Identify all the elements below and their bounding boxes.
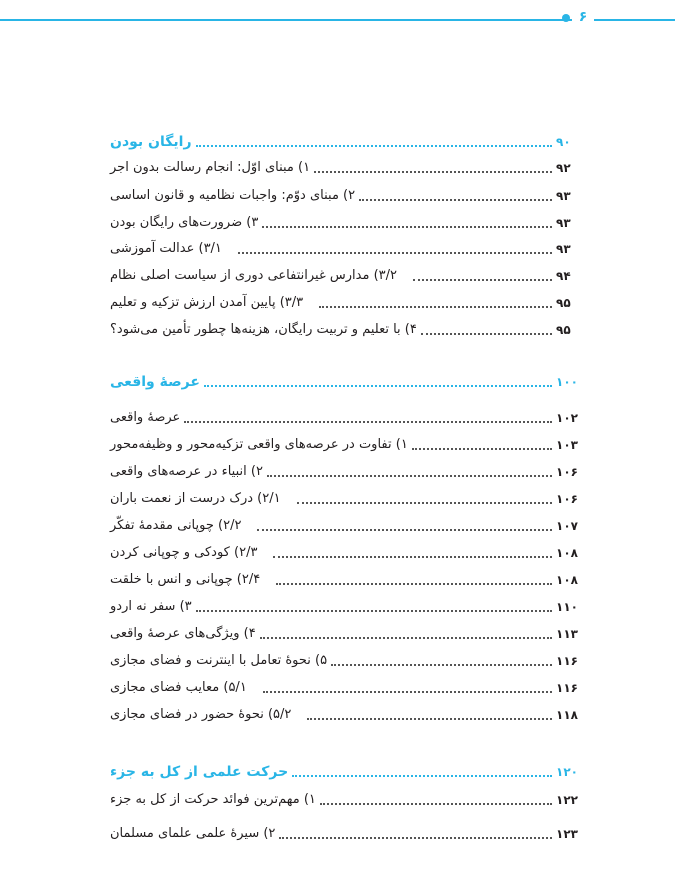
entry-page: ۱۱۶ (556, 681, 578, 695)
leader-dots (319, 306, 552, 308)
entry-title: ۲) سیرهٔ علمی علمای مسلمان (110, 826, 276, 841)
leader-dots (314, 171, 552, 173)
toc-entry[interactable] (110, 595, 580, 617)
entry-title: ۵/۱) معایب فضای مجازی (110, 680, 247, 695)
entry-page: ۱۱۳ (556, 627, 578, 641)
toc-entry[interactable] (110, 822, 580, 844)
toc-entry[interactable] (110, 211, 580, 233)
entry-page: ۱۰۶ (556, 465, 578, 479)
toc-entry[interactable] (110, 649, 580, 671)
entry-title: ۲/۲) چوپانی مقدمهٔ تفکّر (110, 518, 242, 533)
heading-page: ۹۰ (556, 135, 571, 149)
leader-dots (196, 610, 552, 612)
heading-title: حرکت علمی از کل به جزء (110, 764, 289, 780)
entry-title: ۳) ضرورت‌های رایگان بودن (110, 215, 259, 230)
entry-page: ۱۰۸ (556, 573, 578, 587)
entry-page: ۱۰۸ (556, 546, 578, 560)
entry-title: ۱) تفاوت در عرصه‌های واقعی تزکیه‌محور و وظیفه‌محور (110, 437, 408, 452)
leader-dots (196, 145, 552, 147)
leader-dots (413, 279, 552, 281)
toc-heading[interactable] (110, 370, 580, 392)
page-number-dot (562, 14, 570, 22)
toc-heading[interactable] (110, 130, 580, 152)
entry-page: ۱۰۳ (556, 438, 578, 452)
page-number: ۶ (572, 7, 594, 27)
entry-title: ۵) نحوهٔ تعامل با اینترنت و فضای مجازی (110, 653, 328, 668)
leader-dots (276, 583, 552, 585)
entry-title: ۳) سفر نه اردو (110, 599, 192, 614)
toc-entry[interactable] (110, 514, 580, 536)
leader-dots (421, 333, 552, 335)
toc-heading[interactable] (110, 760, 580, 782)
entry-page: ۹۴ (556, 269, 571, 283)
heading-title: عرصهٔ واقعی (110, 374, 200, 390)
entry-page: ۱۰۷ (556, 519, 578, 533)
toc-entry[interactable] (110, 703, 580, 725)
heading-page: ۱۰۰ (556, 375, 578, 389)
entry-page: ۹۳ (556, 189, 571, 203)
leader-dots (238, 252, 552, 254)
leader-dots (331, 664, 552, 666)
entry-page: ۹۳ (556, 216, 571, 230)
entry-page: ۹۲ (556, 161, 571, 175)
toc-entry[interactable] (110, 460, 580, 482)
leader-dots (320, 803, 552, 805)
entry-title: ۳/۱) عدالت آموزشی (110, 241, 222, 256)
leader-dots (279, 837, 552, 839)
entry-title: ۱) مهم‌ترین فوائد حرکت از کل به جزء (110, 792, 316, 807)
leader-dots (307, 718, 552, 720)
entry-page: ۱۰۶ (556, 492, 578, 506)
heading-page: ۱۲۰ (556, 765, 578, 779)
leader-dots (297, 502, 552, 504)
entry-page: ۱۲۲ (556, 793, 578, 807)
toc-entry[interactable] (110, 184, 580, 206)
entry-page: ۹۵ (556, 296, 571, 310)
entry-title: ۲/۴) چوپانی و انس با خلقت (110, 572, 261, 587)
entry-page: ۱۱۶ (556, 654, 578, 668)
toc-entry[interactable] (110, 156, 580, 178)
leader-dots (267, 475, 552, 477)
toc-entry[interactable] (110, 568, 580, 590)
entry-title: ۵/۲) نحوهٔ حضور در فضای مجازی (110, 707, 292, 722)
toc-entry[interactable] (110, 237, 580, 259)
toc-entry[interactable] (110, 487, 580, 509)
entry-page: ۱۰۲ (556, 411, 578, 425)
toc-entry[interactable] (110, 318, 580, 340)
entry-page: ۹۵ (556, 323, 571, 337)
leader-dots (184, 421, 552, 423)
entry-title: ۲/۱) درک درست از نعمت باران (110, 491, 281, 506)
toc-entry[interactable] (110, 541, 580, 563)
leader-dots (257, 529, 552, 531)
leader-dots (412, 448, 552, 450)
toc-entry[interactable] (110, 788, 580, 810)
entry-page: ۱۱۰ (556, 600, 578, 614)
leader-dots (263, 691, 552, 693)
entry-title: ۲/۳) کودکی و چوپانی کردن (110, 545, 258, 560)
toc-entry[interactable] (110, 291, 580, 313)
leader-dots (204, 385, 552, 387)
entry-page: ۱۱۸ (556, 708, 578, 722)
entry-title: ۴) ویژگی‌های عرصهٔ واقعی (110, 626, 256, 641)
entry-title: ۲) انبیاء در عرصه‌های واقعی (110, 464, 263, 479)
toc-entry[interactable] (110, 622, 580, 644)
leader-dots (262, 226, 552, 228)
leader-dots (273, 556, 552, 558)
entry-title: عرصهٔ واقعی (110, 410, 181, 425)
toc-entry[interactable] (110, 433, 580, 455)
entry-page: ۹۳ (556, 242, 571, 256)
entry-title: ۱) مبنای اوّل: انجام رسالت بدون اجر (110, 160, 311, 175)
entry-title: ۳/۳) پایین آمدن ارزش تزکیه و تعلیم (110, 295, 304, 310)
leader-dots (359, 199, 552, 201)
heading-title: رایگان بودن (110, 134, 192, 150)
entry-title: ۳/۲) مدارس غیرانتفاعی دوری از سیاست اصلی نظام (110, 268, 398, 283)
entry-title: ۲) مبنای دوّم: واجبات نظامیه و قانون اساسی (110, 188, 356, 203)
toc-entry[interactable] (110, 264, 580, 286)
leader-dots (292, 775, 552, 777)
leader-dots (260, 637, 552, 639)
entry-title: ۴) با تعلیم و تربیت رایگان، هزینه‌ها چطور تأمین می‌شود؟ (110, 322, 417, 337)
toc-entry[interactable] (110, 676, 580, 698)
toc-entry[interactable] (110, 406, 580, 428)
entry-page: ۱۲۳ (556, 827, 578, 841)
